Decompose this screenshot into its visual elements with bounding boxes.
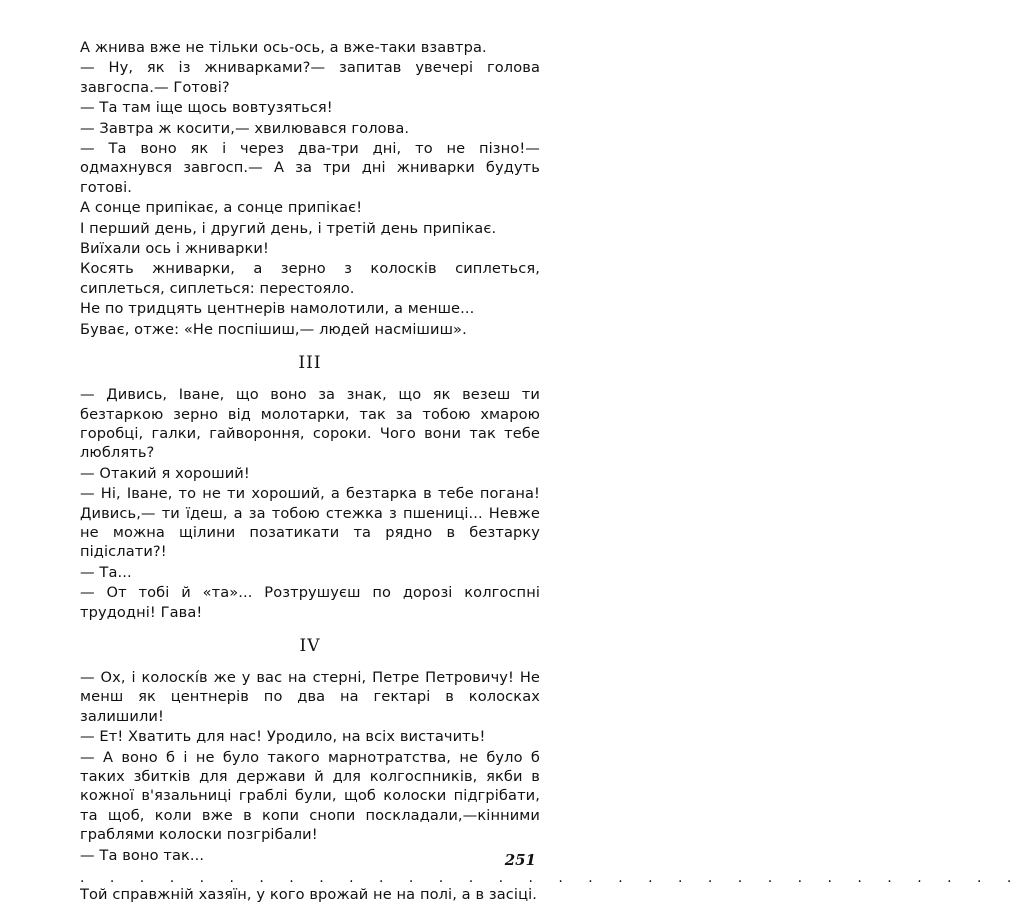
- paragraph: — Та там іще щось вовтузяться!: [80, 99, 333, 117]
- section-heading-3: III: [298, 353, 322, 374]
- paragraph: А жнива вже не тільки ось-ось, а вже-таки взавтра.: [80, 39, 487, 56]
- paragraph: Не по тридцять центнерів намолотили, а менше...: [80, 300, 475, 318]
- section-heading-4: IV: [299, 635, 321, 656]
- paragraph: — Та...: [80, 563, 132, 581]
- section-3-body: [80, 385, 540, 622]
- paragraph: — Ні, Іване, то не ти хороший, а безтарка в тебе погана! Дивись,— ти їдеш, а за тобою стежка з пшениці... Невже не можна щілини позатикати та рядно в безтарку підіслати?!: [80, 485, 540, 561]
- page-number: 251: [504, 851, 536, 869]
- paragraph: — Дивись, Іване, що воно за знак, що як везеш ти безтаркою зерно від молотарки, так за тобою хмарою горобці, галки, гайвороння, сороки. Чого вони так тебе люблять?: [80, 386, 540, 462]
- paragraph: — Отакий я хороший!: [80, 464, 250, 482]
- paragraph: — Ну, як із жниварками?— запитав увечері голова завгоспа.— Готові?: [80, 59, 540, 96]
- paragraph: — Ет! Хватить для нас! Уродило, на всіх вистачить!: [80, 728, 486, 746]
- paragraph: Косять жниварки, а зерно з колосків сиплеться, сиплеться, сиплеться: перестояло.: [80, 260, 540, 297]
- paragraph: Буває, отже: «Не поспішиш,— людей насмішиш».: [80, 320, 467, 338]
- paragraph: Виїхали ось і жниварки!: [80, 240, 269, 258]
- paragraph: — Та воно так...: [80, 846, 205, 864]
- page-content: [80, 38, 1022, 905]
- paragraph: І перший день, і другий день, і третій день припікає.: [80, 219, 497, 237]
- closing-paragraph: Той справжній хазяїн, у кого врожай не на полі, а в засіці.: [80, 886, 538, 904]
- paragraph: — А воно б і не було такого марнотратства, не було б таких збитків для держави й для колгоспників, якби в кожної в'язальниці граблі були, щоб колоски підгрібати, та щоб, коли вже в копи снопи поскладали,—кінними граблями колоски позгрібали!: [80, 748, 540, 844]
- paragraph: — Завтра ж косити,— хвилювався голова.: [80, 119, 410, 137]
- ellipsis-divider: . . . . . . . . . . . . . . . . . . . . . . . . . . . . . . . .: [80, 870, 1022, 887]
- paragraph: А сонце припікає, а сонце припікає!: [80, 199, 363, 217]
- paragraph: — Та воно як і через два-три дні, то не пізно!— одмахнувся завгосп.— А за три дні жниварки будуть готові.: [80, 140, 540, 196]
- section-4-body: [80, 668, 540, 865]
- paragraph: — Ох, і колоскі́в же у вас на стерні, Петре Петровичу! Не менш як центнерів по два на гектарі в колосках залишили!: [80, 668, 540, 725]
- section-2-body: [80, 38, 540, 339]
- paragraph: — От тобі й «та»... Розтрушуєш по дорозі колгоспні трудодні! Гава!: [80, 584, 540, 621]
